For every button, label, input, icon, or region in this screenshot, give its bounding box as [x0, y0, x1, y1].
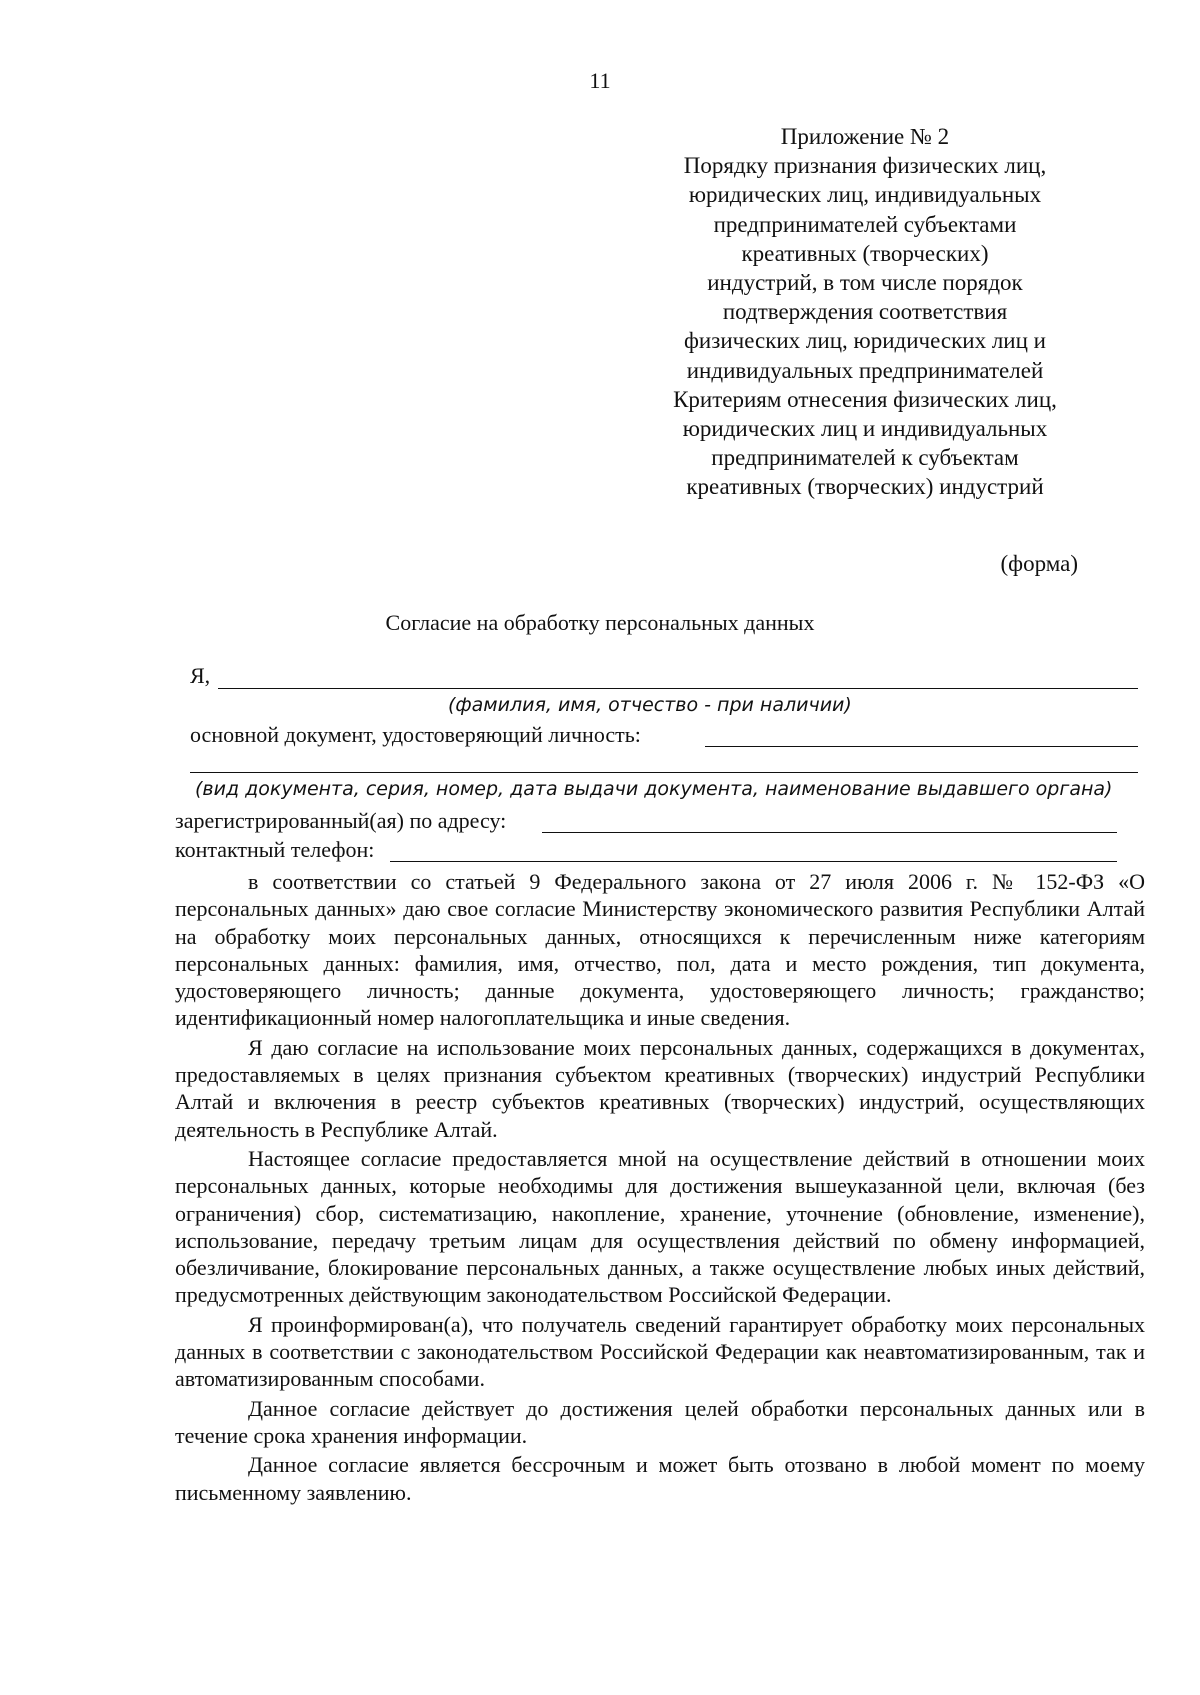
identity-document-field-line-2[interactable] — [190, 772, 1138, 773]
consent-paragraph: Я проинформирован(а), что получатель сведений гарантирует обработку моих персональных данных в соответствии с законодательством Российской Федерации как неавтоматизированным, так и автоматизированным способами. — [175, 1311, 1145, 1392]
appendix-line: креативных (творческих) — [741, 240, 989, 266]
address-field[interactable] — [542, 832, 1117, 833]
page-number: 11 — [589, 68, 611, 93]
appendix-line: индивидуальных предпринимателей — [686, 357, 1044, 383]
identity-document-label: основной документ, удостоверяющий личность: — [190, 722, 641, 747]
appendix-line: подтверждения соответствия — [722, 299, 1008, 325]
appendix-line: юридических лиц и индивидуальных — [682, 416, 1048, 442]
document-title: Согласие на обработку персональных данных — [385, 610, 815, 635]
fio-hint: (фамилия, имя, отчество - при наличии) — [448, 694, 852, 716]
address-label: зарегистрированный(ая) по адресу: — [175, 808, 507, 833]
identity-document-field[interactable] — [705, 746, 1138, 747]
appendix-line: Приложение № 2 — [780, 124, 950, 149]
consent-paragraph: Данное согласие действует до достижения целей обработки персональных данных или в течение срока хранения информации. — [175, 1395, 1145, 1448]
form-note: (форма) — [1000, 551, 1078, 576]
appendix-line: Порядку признания физических лиц, — [683, 153, 1047, 179]
i-label: Я, — [190, 663, 211, 688]
consent-paragraph: в соответствии со статьей 9 Федерального закона от 27 июля 2006 г. № 152-ФЗ «О персональных данных» даю свое согласие Министерству экономического развития Республики Алтай на обработку моих персональных данных, относящихся к перечисленным ниже категориям персональных данных: фамилия, имя, отчество, пол, дата и место рождения, тип документа, удостоверяющего личность; данные документа, удостоверяющего личность; гражданство; идентификационный номер налогоплательщика и иные сведения. — [175, 869, 1145, 1031]
appendix-line: предпринимателей к субъектам — [711, 445, 1019, 471]
consent-paragraph: Настоящее согласие предоставляется мной на осуществление действий в отношении моих персональных данных, которые необходимы для достижения вышеуказанной цели, включая (без ограничения) сбор, систематизацию, накопление, хранение, уточнение (обновление, изменение), использование, передачу третьим лицам для осуществления действий по обмену информацией, обезличивание, блокирование персональных данных, а также осуществление любых иных действий, предусмотренных действующим законодательством Российской Федерации. — [175, 1145, 1145, 1308]
fio-field[interactable] — [218, 688, 1138, 689]
appendix-header — [640, 122, 1090, 502]
identity-document-hint: (вид документа, серия, номер, дата выдачи документа, наименование выдавшего органа) — [195, 778, 1113, 800]
appendix-line: Критериям отнесения физических лиц, — [673, 386, 1057, 412]
consent-paragraph: Данное согласие является бессрочным и может быть отозвано в любой момент по моему письменному заявлению. — [175, 1452, 1145, 1505]
appendix-line: юридических лиц, индивидуальных — [688, 182, 1042, 208]
appendix-line: креативных (творческих) индустрий — [686, 474, 1044, 500]
appendix-line: физических лиц, юридических лиц и — [684, 328, 1046, 354]
consent-paragraph: Я даю согласие на использование моих персональных данных, содержащихся в документах, предоставляемых в целях признания субъектом креативных (творческих) индустрий Республики Алтай и включения в реестр субъектов креативных (творческих) индустрий, осуществляющих деятельность в Республике Алтай. — [175, 1034, 1145, 1142]
consent-body — [175, 868, 1145, 1508]
phone-label: контактный телефон: — [175, 837, 375, 862]
appendix-line: предпринимателей субъектами — [713, 211, 1017, 237]
phone-field[interactable] — [390, 861, 1117, 862]
appendix-line: индустрий, в том числе порядок — [707, 270, 1023, 296]
